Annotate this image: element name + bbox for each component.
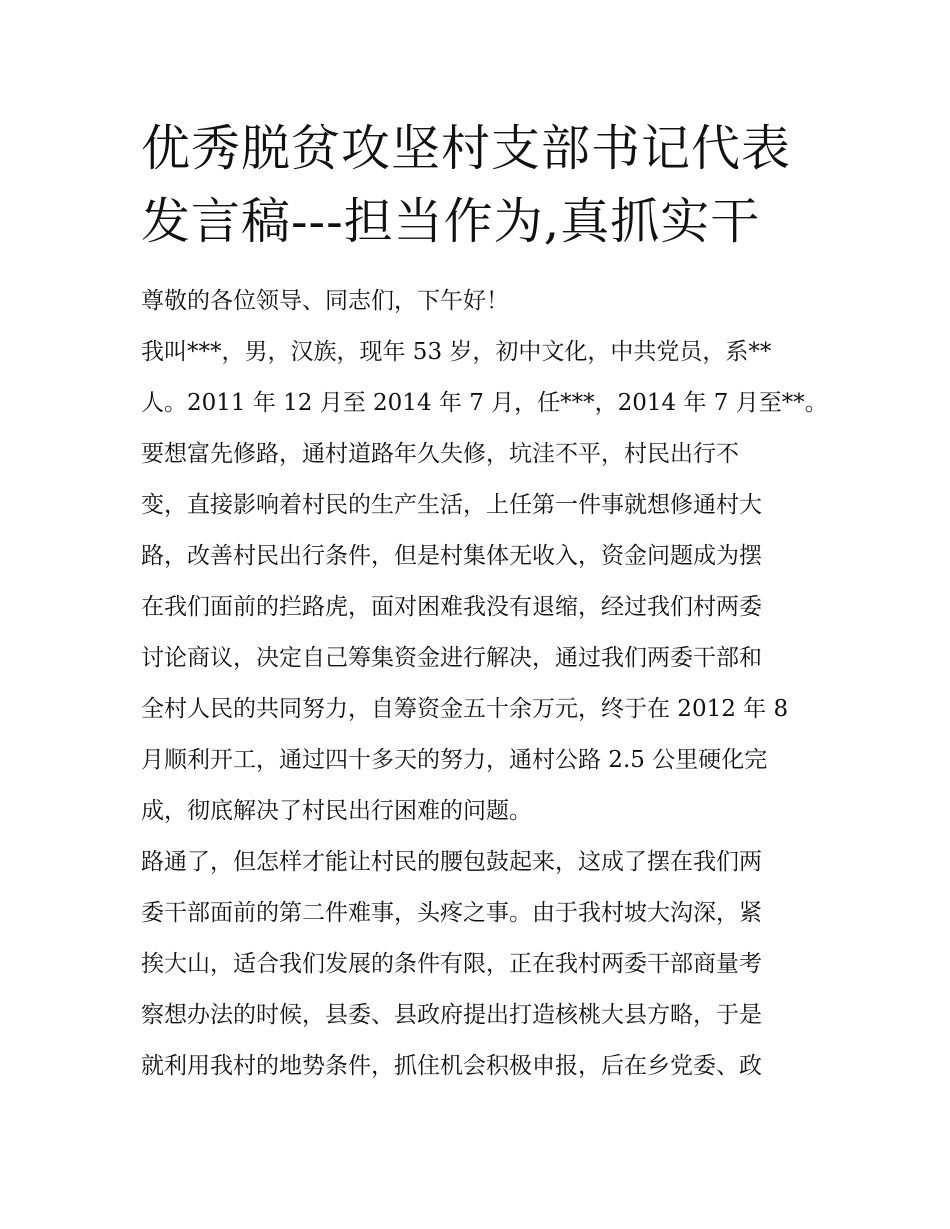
text-line: 路，改善村民出行条件，但是村集体无收入，资金问题成为摆 bbox=[141, 543, 762, 569]
text-line: 成，彻底解决了村民出行困难的问题。 bbox=[141, 798, 532, 824]
greeting-paragraph bbox=[141, 283, 821, 334]
text-line: 我叫***，男，汉族，现年 53 岁，初中文化，中共党员，系** bbox=[141, 339, 772, 365]
title-line: 优秀脱贫攻坚村支部书记代表 bbox=[141, 120, 792, 177]
text-line: 要想富先修路，通村道路年久失修，坑洼不平，村民出行不 bbox=[141, 441, 739, 467]
text-line: 人。2011 年 12 月至 2014 年 7 月，任***，2014 年 7 月至**。 bbox=[141, 390, 828, 416]
text-line: 路通了，但怎样才能让村民的腰包鼓起来，这成了摆在我们两 bbox=[141, 849, 762, 875]
document-title bbox=[141, 112, 821, 258]
text-line: 在我们面前的拦路虎，面对困难我没有退缩，经过我们村两委 bbox=[141, 594, 762, 620]
text-line: 就利用我村的地势条件，抓住机会积极申报，后在乡党委、政 bbox=[141, 1053, 762, 1079]
text-line: 全村人民的共同努力，自筹资金五十余万元，终于在 2012 年 8 bbox=[141, 696, 789, 722]
self-introduction-paragraph bbox=[141, 334, 828, 436]
text-line: 尊敬的各位领导、同志们，下午好！ bbox=[141, 288, 509, 314]
text-line: 月顺利开工，通过四十多天的努力，通村公路 2.5 公里硬化完 bbox=[141, 747, 768, 773]
text-line: 委干部面前的第二件难事，头疼之事。由于我村坡大沟深，紧 bbox=[141, 900, 762, 926]
text-line: 察想办法的时候，县委、县政府提出打造核桃大县方略，于是 bbox=[141, 1002, 762, 1028]
text-line: 变，直接影响着村民的生产生活，上任第一件事就想修通村大 bbox=[141, 492, 762, 518]
walnut-industry-paragraph bbox=[141, 844, 821, 1099]
text-line: 挨大山，适合我们发展的条件有限，正在我村两委干部商量考 bbox=[141, 951, 762, 977]
road-building-paragraph bbox=[141, 436, 821, 844]
text-line: 讨论商议，决定自己筹集资金进行解决，通过我们两委干部和 bbox=[141, 645, 762, 671]
title-line: 发言稿---担当作为,真抓实干 bbox=[141, 193, 761, 250]
document-body bbox=[141, 283, 828, 1099]
